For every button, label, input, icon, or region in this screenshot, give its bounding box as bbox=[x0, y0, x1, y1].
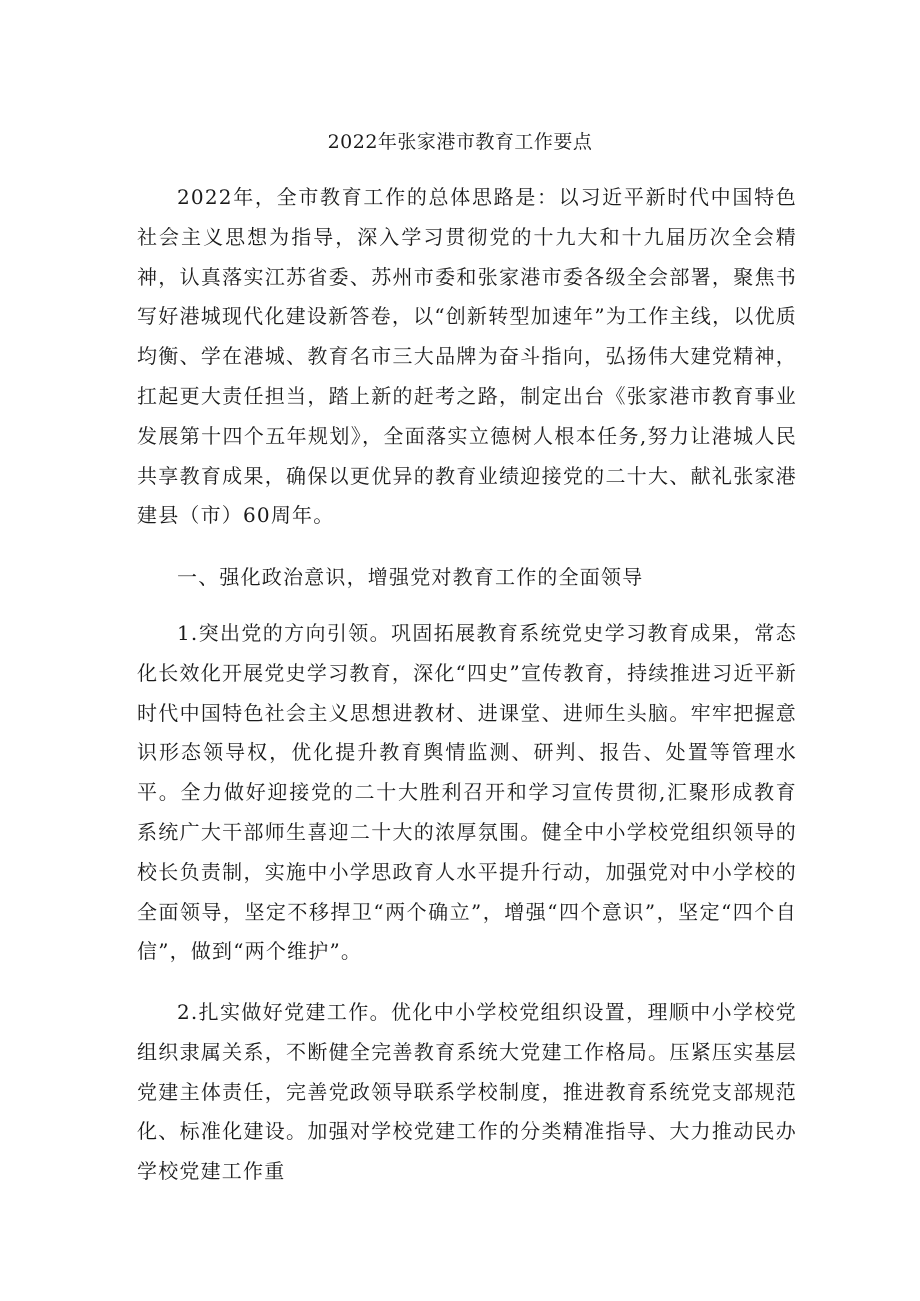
intro-paragraph-block bbox=[137, 178, 797, 536]
item-1-paragraph: 1.突出党的方向引领。巩固拓展教育系统党史学习教育成果，常态化长效化开展党史学习教育，深化“四史”宣传教育，持续推进习近平新时代中国特色社会主义思想进教材、进课堂、进师生头脑。牢牢把握意识形态领导权，优化提升教育舆情监测、研判、报告、处置等管理水平。全力做好迎接党的二十大胜利召开和学习宣传贯彻,汇聚形成教育系统广大干部师生喜迎二十大的浓厚氛围。健全中小学校党组织领导的校长负责制，实施中小学思政育人水平提升行动，加强党对中小学校的全面领导，坚定不移捍卫“两个确立”，增强“四个意识”，坚定“四个自信”，做到“两个维护”。 bbox=[137, 621, 797, 964]
item-2-block bbox=[137, 993, 797, 1192]
item-1-block bbox=[137, 614, 797, 972]
intro-paragraph: 2022年，全市教育工作的总体思路是：以习近平新时代中国特色社会主义思想为指导，深入学习贯彻党的十九大和十九届历次全会精神，认真落实江苏省委、苏州市委和张家港市委各级全会部署，聚焦书写好港城现代化建设新答卷，以“创新转型加速年”为工作主线，以优质均衡、学在港城、教育名市三大品牌为奋斗指向，弘扬伟大建党精神，扛起更大责任担当，踏上新的赶考之路，制定出台《张家港市教育事业发展第十四个五年规划》，全面落实立德树人根本任务,努力让港城人民共享教育成果，确保以更优异的教育业绩迎接党的二十大、献礼张家港建县（市）60周年。 bbox=[137, 185, 797, 528]
section-1-heading-block bbox=[137, 558, 797, 598]
item-2-paragraph: 2.扎实做好党建工作。优化中小学校党组织设置，理顺中小学校党组织隶属关系，不断健全完善教育系统大党建工作格局。压紧压实基层党建主体责任，完善党政领导联系学校制度，推进教育系统党支部规范化、标准化建设。加强对学校党建工作的分类精准指导、大力推动民办学校党建工作重 bbox=[137, 1000, 797, 1184]
document-title: 2022年张家港市教育工作要点 bbox=[327, 131, 593, 153]
section-1-heading: 一、强化政治意识，增强党对教育工作的全面领导 bbox=[177, 565, 644, 589]
